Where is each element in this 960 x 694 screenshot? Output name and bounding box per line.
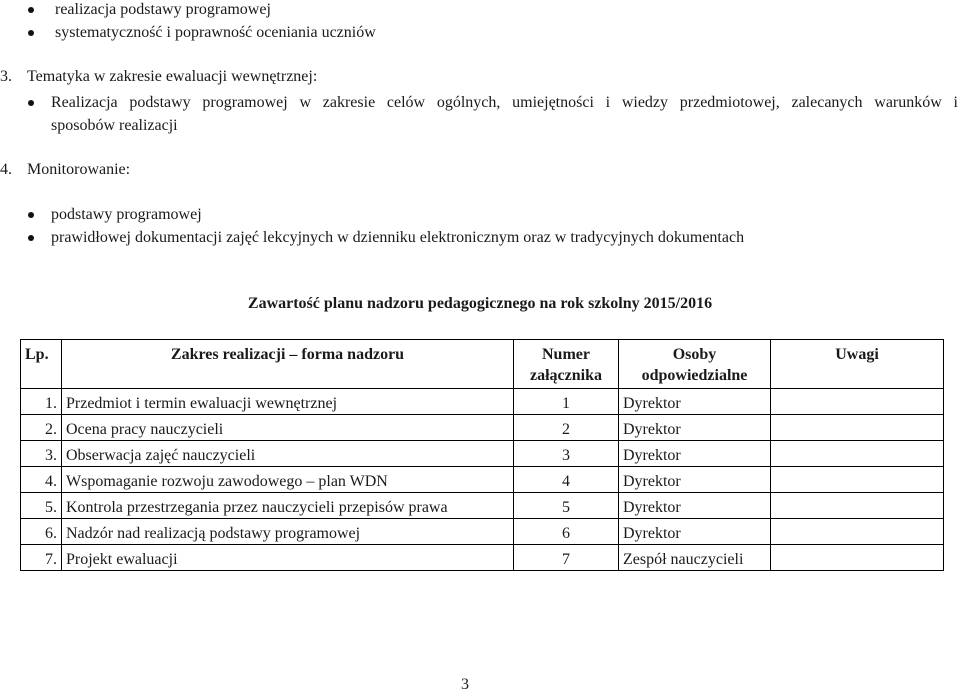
cell-notes xyxy=(771,493,944,519)
cell-notes xyxy=(771,519,944,545)
list-item: realizacja podstawy programowej xyxy=(55,1,271,18)
cell-lp: 5. xyxy=(21,493,62,519)
cell-number: 7 xyxy=(514,545,619,571)
cell-number: 1 xyxy=(514,389,619,415)
column-header-notes: Uwagi xyxy=(771,340,944,389)
bullet-icon xyxy=(28,7,34,13)
cell-persons: Dyrektor xyxy=(619,467,771,493)
column-header-number-line2: załącznika xyxy=(530,367,602,384)
table-row xyxy=(21,519,944,545)
cell-persons: Dyrektor xyxy=(619,441,771,467)
table-row xyxy=(21,389,944,415)
cell-lp: 6. xyxy=(21,519,62,545)
column-header-lp: Lp. xyxy=(21,340,62,389)
supervision-plan-table xyxy=(20,339,944,571)
cell-number: 6 xyxy=(514,519,619,545)
list-item: prawidłowej dokumentacji zajęć lekcyjnych w dzienniku elektronicznym oraz w tradycyjnych dokumentach xyxy=(51,229,745,246)
cell-number: 4 xyxy=(514,467,619,493)
cell-scope: Obserwacja zajęć nauczycieli xyxy=(62,441,514,467)
column-header-persons-line2: odpowiedzialne xyxy=(641,367,748,384)
cell-number: 2 xyxy=(514,415,619,441)
cell-lp: 1. xyxy=(21,389,62,415)
cell-scope: Nadzór nad realizacją podstawy programowej xyxy=(62,519,514,545)
column-header-scope: Zakres realizacji – forma nadzoru xyxy=(62,340,514,389)
page-number: 3 xyxy=(461,676,469,693)
cell-scope: Ocena pracy nauczycieli xyxy=(62,415,514,441)
cell-notes xyxy=(771,441,944,467)
cell-lp: 2. xyxy=(21,415,62,441)
table-row xyxy=(21,467,944,493)
cell-notes xyxy=(771,415,944,441)
table-row xyxy=(21,545,944,571)
cell-lp: 7. xyxy=(21,545,62,571)
table-row xyxy=(21,415,944,441)
cell-persons: Dyrektor xyxy=(619,415,771,441)
cell-scope: Przedmiot i termin ewaluacji wewnętrznej xyxy=(62,389,514,415)
list-item: Realizacja podstawy programowej w zakresie celów ogólnych, umiejętności i wiedzy przedmiotowej, zalecanych warunków i xyxy=(51,94,958,111)
column-header-number xyxy=(514,340,619,389)
cell-persons: Dyrektor xyxy=(619,493,771,519)
cell-scope: Projekt ewaluacji xyxy=(62,545,514,571)
section-title: Tematyka w zakresie ewaluacji wewnętrznej: xyxy=(27,68,318,85)
cell-notes xyxy=(771,467,944,493)
column-header-number-line1: Numer xyxy=(542,346,590,363)
list-item: podstawy programowej xyxy=(51,206,202,223)
cell-number: 3 xyxy=(514,441,619,467)
cell-persons: Zespół nauczycieli xyxy=(619,545,771,571)
table-header-row xyxy=(21,340,944,389)
section-title: Monitorowanie: xyxy=(27,161,131,178)
bullet-icon xyxy=(28,100,34,106)
cell-persons: Dyrektor xyxy=(619,519,771,545)
table-row xyxy=(21,441,944,467)
cell-lp: 4. xyxy=(21,467,62,493)
section-number: 3. xyxy=(0,68,12,85)
list-item: systematyczność i poprawność oceniania uczniów xyxy=(55,24,376,41)
cell-number: 5 xyxy=(514,493,619,519)
cell-notes xyxy=(771,545,944,571)
cell-lp: 3. xyxy=(21,441,62,467)
column-header-persons-line1: Osoby xyxy=(672,346,717,363)
table-title: Zawartość planu nadzoru pedagogicznego na rok szkolny 2015/2016 xyxy=(247,295,713,312)
cell-persons: Dyrektor xyxy=(619,389,771,415)
table-row xyxy=(21,493,944,519)
bullet-icon xyxy=(28,212,34,218)
cell-notes xyxy=(771,389,944,415)
column-header-persons xyxy=(619,340,771,389)
cell-scope: Wspomaganie rozwoju zawodowego – plan WDN xyxy=(62,467,514,493)
cell-scope: Kontrola przestrzegania przez nauczycieli przepisów prawa xyxy=(62,493,514,519)
bullet-icon xyxy=(28,235,34,241)
bullet-icon xyxy=(28,30,34,36)
list-item-continuation: sposobów realizacji xyxy=(51,117,178,134)
section-number: 4. xyxy=(0,161,12,178)
